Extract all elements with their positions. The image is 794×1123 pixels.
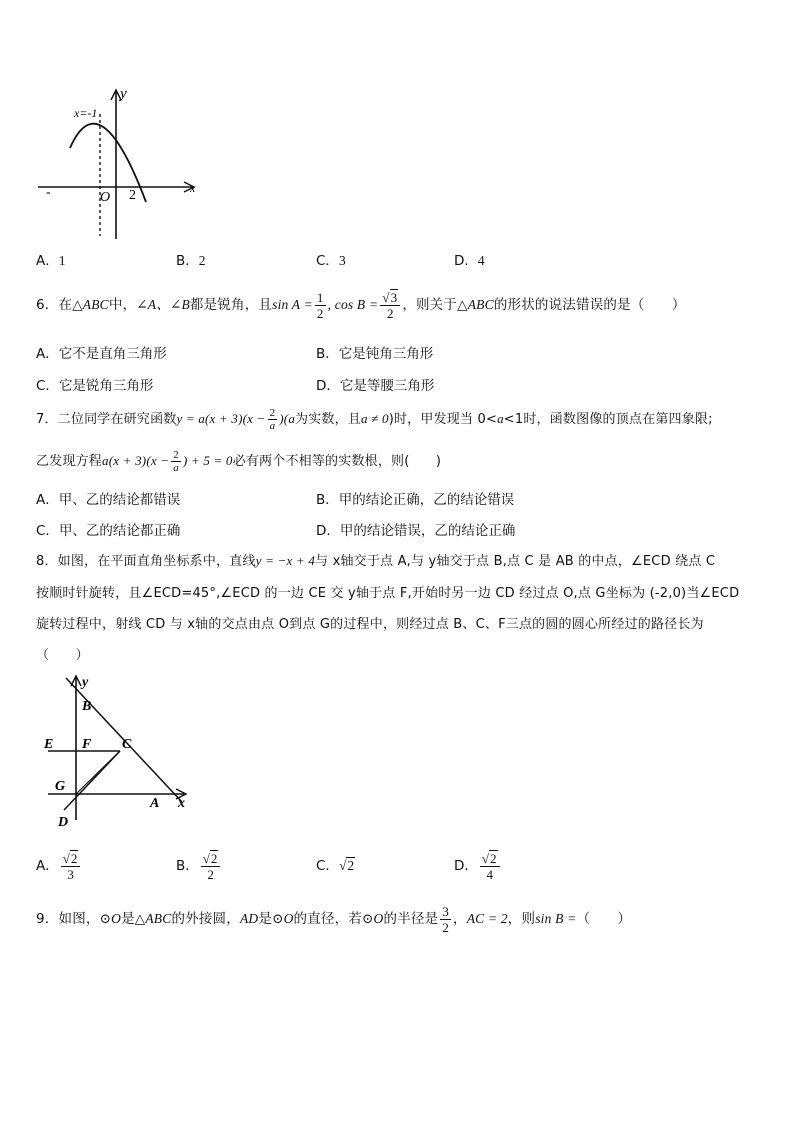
- math: △ABC: [457, 297, 494, 312]
- math: AC = 2: [466, 911, 508, 926]
- math: ) + 5 = 0: [182, 453, 233, 468]
- option-value: 2: [198, 253, 206, 268]
- text: 是: [121, 911, 135, 927]
- text: 9．如图，: [36, 911, 100, 927]
- fraction: $\frac{√2}{2}$: [201, 851, 221, 882]
- option-value: 它是等腰三角形: [339, 378, 435, 394]
- q7-option-c[interactable]: [36, 519, 180, 539]
- q8-geometry-figure: [36, 670, 196, 835]
- option-letter: B．: [316, 346, 339, 362]
- option-letter: D．: [454, 253, 478, 269]
- q6-option-b[interactable]: [316, 342, 433, 362]
- fraction: $\frac{1}{2}$: [316, 289, 324, 321]
- option-letter: C．: [316, 253, 339, 269]
- option-value: 它不是直角三角形: [58, 346, 167, 362]
- q6-option-d[interactable]: [316, 374, 434, 394]
- option-value: 1: [58, 253, 66, 268]
- text: ，: [453, 911, 467, 927]
- text: 的直径，若: [293, 911, 363, 927]
- option-letter: C．: [316, 858, 339, 874]
- text: )时，甲发现当 0<: [388, 412, 498, 427]
- q8-stem-line3: 旋转过程中，射线 CD 与 x轴的交点由点 O到点 G的过程中，则经过点 B、C、F三点的圆的圆心所经过的路径长为: [36, 617, 704, 632]
- option-letter: A．: [36, 858, 59, 874]
- math: △ABC: [72, 297, 109, 312]
- q9-stem: [36, 900, 631, 938]
- q5-option-c[interactable]: [316, 249, 346, 269]
- text: 中，: [108, 297, 137, 313]
- label-c: C: [122, 737, 132, 752]
- math: ⊙O: [362, 911, 384, 926]
- option-letter: C．: [36, 378, 59, 394]
- option-letter: D．: [316, 378, 340, 394]
- q7-option-d[interactable]: [316, 519, 515, 539]
- option-value: 甲的结论正确，乙的结论错误: [338, 492, 515, 508]
- q5-option-d[interactable]: [454, 249, 485, 269]
- label-d: D: [58, 815, 69, 830]
- two-label: 2: [129, 188, 136, 203]
- option-letter: B．: [176, 858, 199, 874]
- q5-parabola-figure: [34, 84, 204, 244]
- option-value: 4: [477, 253, 485, 268]
- math: ⊙O: [272, 911, 294, 926]
- math: △ABC: [134, 911, 172, 926]
- fraction: $\frac{2}{a}$: [173, 449, 179, 474]
- label-b: B: [82, 699, 92, 714]
- text: 的半径是: [383, 911, 439, 927]
- text: ，则: [507, 911, 536, 927]
- q7-stem-line2: [36, 444, 441, 479]
- text: 的形状的说法错误的是（ ）: [493, 297, 686, 313]
- q6-option-c[interactable]: [36, 374, 153, 394]
- math: , cos B =: [327, 297, 379, 312]
- math: a ≠ 0: [361, 411, 389, 426]
- text: 乙发现方程: [36, 454, 103, 469]
- x-axis-label: x: [190, 181, 196, 195]
- option-letter: D．: [454, 858, 478, 874]
- option-letter: C．: [36, 523, 59, 539]
- option-letter: A．: [36, 492, 59, 508]
- q8-option-a[interactable]: [36, 846, 82, 886]
- fraction: $\frac{2}{a}$: [269, 407, 276, 432]
- option-letter: A．: [36, 346, 59, 362]
- fraction: $\frac{√3}{2}$: [380, 290, 400, 321]
- q7-stem-line1: [36, 402, 713, 437]
- option-value: 甲、乙的结论都错误: [58, 492, 181, 508]
- q7-option-a[interactable]: [36, 488, 180, 508]
- q8-option-b[interactable]: [176, 846, 222, 886]
- label-e: E: [44, 737, 54, 752]
- math: ∠A、∠B: [136, 297, 190, 312]
- math: a(x + 3)(x −: [102, 453, 170, 468]
- option-letter: A．: [36, 253, 59, 269]
- option-value: 甲、乙的结论都正确: [58, 523, 181, 539]
- q6-stem: [36, 286, 686, 324]
- sqrt-value: √2: [338, 858, 355, 873]
- text: <1时，函数图像的顶点在第四象限;: [503, 412, 713, 427]
- text: 是: [258, 911, 273, 927]
- q7-option-b[interactable]: [316, 488, 514, 508]
- math: a: [288, 411, 296, 426]
- minus-mark: -: [46, 185, 51, 200]
- text: 7．二位同学在研究函数: [36, 412, 177, 427]
- text: 与 x轴交于点 A,与 y轴交于点 B,点 C 是 AB 的中点，∠ECD 绕点 C: [315, 554, 716, 569]
- math: AD: [239, 911, 259, 926]
- option-letter: B．: [176, 253, 199, 269]
- option-value: 它是钝角三角形: [338, 346, 434, 362]
- text: 都是锐角，且: [189, 297, 273, 313]
- option-letter: D．: [316, 523, 340, 539]
- option-value: 甲的结论错误，乙的结论正确: [339, 523, 516, 539]
- q8-stem-line1: [36, 550, 715, 569]
- line-cg: [76, 751, 120, 794]
- math: ⊙O: [99, 911, 122, 926]
- math: sin A =: [272, 297, 313, 312]
- label-f: F: [82, 737, 92, 752]
- text: 必有两个不相等的实数根，则( ): [232, 454, 442, 469]
- text: ，则关于: [402, 297, 458, 313]
- y-axis-label: y: [120, 86, 127, 102]
- label-y: y: [82, 675, 89, 690]
- q8-option-d[interactable]: [454, 846, 502, 886]
- label-g: G: [55, 779, 66, 794]
- option-value: 它是锐角三角形: [58, 378, 154, 394]
- fraction: $\frac{3}{2}$: [442, 903, 450, 935]
- q8-stem-line2: 按顺时针旋转，且∠ECD=45°,∠ECD 的一边 CE 交 y轴于点 F,开始时另一边 CD 经过点 O,点 G坐标为 (-2,0)当∠ECD: [36, 586, 740, 601]
- text: 的外接圆，: [171, 911, 240, 927]
- text: 8．如图，在平面直角坐标系中，直线: [36, 554, 256, 569]
- origin-label: O: [100, 190, 111, 205]
- option-letter: B．: [316, 492, 339, 508]
- label-a: A: [150, 796, 160, 811]
- text: 为实数，且: [295, 412, 362, 427]
- q5-option-b[interactable]: [176, 249, 206, 269]
- text: 6．在: [36, 297, 73, 313]
- math: )(: [279, 411, 289, 426]
- math: a: [497, 411, 504, 426]
- q8-option-c[interactable]: [316, 846, 355, 886]
- q6-option-a[interactable]: [36, 342, 167, 362]
- vertex-label: x=-1: [74, 106, 98, 120]
- math: y = a(x + 3)(x −: [176, 411, 266, 426]
- q8-stem-line4: （ ）: [36, 648, 89, 663]
- label-x: x: [178, 796, 185, 811]
- fraction: $\frac{√2}{3}$: [61, 851, 81, 882]
- q5-option-a[interactable]: [36, 249, 66, 269]
- fraction: $\frac{√2}{4}$: [480, 851, 500, 882]
- math: sin B =: [535, 911, 577, 926]
- math: y = −x + 4: [255, 553, 316, 568]
- text: （ ）: [576, 911, 632, 927]
- option-value: 3: [338, 253, 346, 268]
